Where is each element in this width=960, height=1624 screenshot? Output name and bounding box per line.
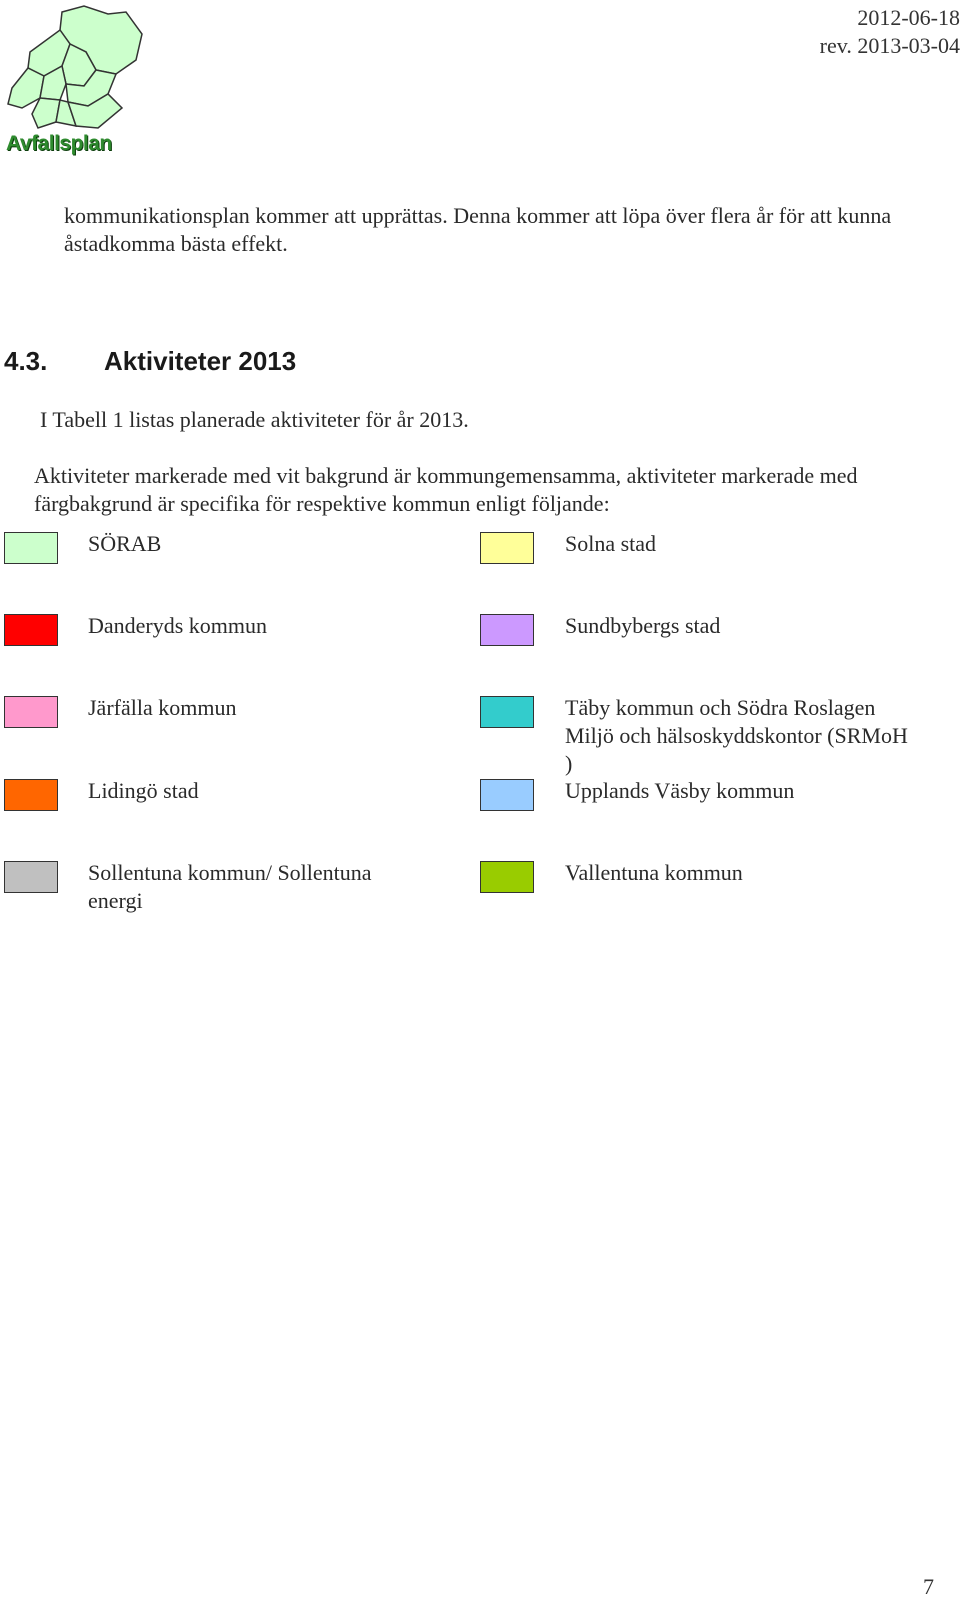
- legend-label: Upplands Väsby kommun: [565, 778, 795, 803]
- legend-label: SÖRAB: [88, 531, 162, 556]
- legend-label: Vallentuna kommun: [565, 860, 743, 885]
- legend-swatch: [4, 779, 58, 811]
- section-number: 4.3.: [4, 346, 48, 376]
- region-map-icon: [4, 4, 150, 134]
- legend-swatch: [480, 861, 534, 893]
- avfallsplan-logo: [4, 4, 150, 154]
- legend-swatch: [4, 696, 58, 728]
- table-reference-paragraph: I Tabell 1 listas planerade aktiviteter för år 2013.: [40, 407, 469, 432]
- legend-label: Sollentuna kommun/ Sollentuna energi: [88, 860, 372, 913]
- legend-label: Täby kommun och Södra Roslagen Miljö och hälsoskyddskontor (SRMoH ): [565, 695, 908, 776]
- legend-explanation-paragraph: Aktiviteter markerade med vit bakgrund är kommungemensamma, aktiviteter markerade med färgbakgrund är specifika för respektive kommun enligt följande:: [34, 463, 858, 516]
- legend-label: Solna stad: [565, 531, 657, 556]
- revision-date: rev. 2013-03-04: [819, 33, 960, 58]
- legend-swatch: [4, 614, 58, 646]
- legend-label: Danderyds kommun: [88, 613, 268, 638]
- legend-swatch: [4, 861, 58, 893]
- page-number: 7: [923, 1574, 934, 1599]
- legend-label: Järfälla kommun: [88, 695, 237, 720]
- legend-swatch: [480, 779, 534, 811]
- legend-swatch: [480, 532, 534, 564]
- legend-swatch: [480, 696, 534, 728]
- legend-swatch: [4, 532, 58, 564]
- intro-paragraph: kommunikationsplan kommer att upprättas. Denna kommer att löpa över flera år för att kunna åstadkomma bästa effekt.: [64, 203, 892, 256]
- legend-swatch: [480, 614, 534, 646]
- section-heading: [4, 346, 296, 377]
- legend-label: Sundbybergs stad: [565, 613, 721, 638]
- legend-label: Lidingö stad: [88, 778, 199, 803]
- logo-text: Avfallsplan: [6, 132, 112, 155]
- document-dates: [660, 4, 960, 60]
- document-date: 2012-06-18: [857, 5, 960, 30]
- section-title: Aktiviteter 2013: [104, 346, 297, 376]
